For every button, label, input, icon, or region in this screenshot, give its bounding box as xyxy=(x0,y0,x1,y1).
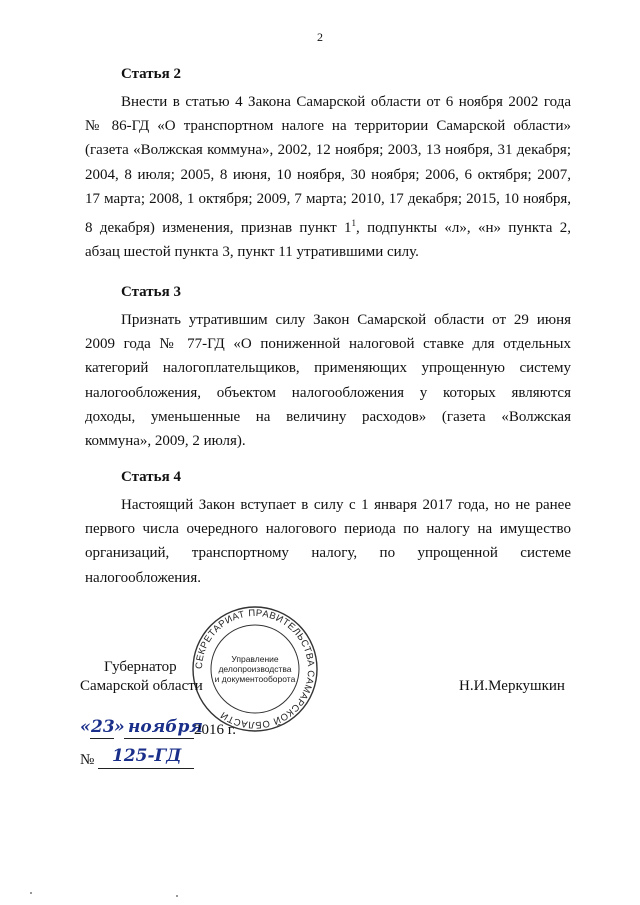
stamp-line: и документооборота xyxy=(214,674,296,684)
text-line: первого числа очередного налогового периода по налогу на имущество xyxy=(85,521,571,538)
article-2-text xyxy=(85,90,571,264)
text-fragment: , подпункты «л», «н» пункта 2, xyxy=(355,220,571,237)
page-number: 2 xyxy=(317,30,323,44)
stamp-ring-text: СЕКРЕТАРИАТ ПРАВИТЕЛЬСТВА САМАРСКОЙ ОБЛАСТИ xyxy=(193,607,317,731)
number-value: 125-ГД xyxy=(112,746,182,766)
text-line: доходы, уменьшенные на величину расходов» (газета «Волжская xyxy=(85,408,571,425)
article-3-heading: Статья 3 xyxy=(121,284,181,300)
signatory-title-line2: Самарской области xyxy=(80,678,203,694)
date-day: 23 xyxy=(91,717,115,737)
text-line: (газета «Волжская коммуна», 2002, 12 ноября; 2003, 13 ноября, 31 декабря; xyxy=(85,142,571,159)
date-close-quote: » xyxy=(114,717,125,737)
scan-speck xyxy=(30,892,32,894)
text-line: 2009 года № 77-ГД «О пониженной налоговой ставке для отдельных xyxy=(85,336,571,353)
text-line: 2004, 8 июля; 2005, 8 июня, 10 ноября, 30 ноября; 2006, 6 октября; 2007, xyxy=(85,166,571,183)
article-4-heading: Статья 4 xyxy=(121,469,181,485)
text-line: Признать утратившим силу Закон Самарской области от 29 июня xyxy=(121,312,571,328)
text-line xyxy=(85,211,571,240)
text-line: Внести в статью 4 Закона Самарской области от 6 ноября 2002 года xyxy=(121,94,571,110)
number-sign: № xyxy=(80,752,95,768)
text-line: абзац шестой пункта 3, пункт 11 утратившими силу. xyxy=(85,244,419,261)
date-year: 2016 г. xyxy=(194,722,236,738)
text-line: Настоящий Закон вступает в силу с 1 января 2017 года, но не ранее xyxy=(121,497,571,513)
article-2-heading: Статья 2 xyxy=(121,66,181,82)
stamp-center xyxy=(190,604,320,734)
date-day-underline xyxy=(90,738,114,739)
signatory-name: Н.И.Меркушкин xyxy=(459,678,565,694)
text-line: налогообложения, объектом налогообложения у которых являются xyxy=(85,384,571,401)
text-line: организаций, транспортному налогу, по упрощенной системе xyxy=(85,545,571,562)
text-line: категорий налогоплательщиков, применяющих упрощенную систему xyxy=(85,360,571,377)
official-stamp xyxy=(190,604,320,734)
article-4-text xyxy=(85,493,571,590)
signatory-title-line1: Губернатор xyxy=(104,659,177,675)
date-month: ноября xyxy=(128,717,203,737)
stamp-line: Управление xyxy=(231,654,279,664)
date-month-underline xyxy=(124,738,194,739)
text-line: № 86-ГД «О транспортном налоге на территории Самарской области» xyxy=(85,118,571,135)
text-line: налогообложения. xyxy=(85,569,201,586)
scan-speck xyxy=(176,895,178,897)
text-line: коммуна», 2009, 2 июля). xyxy=(85,433,246,450)
stamp-line: делопроизводства xyxy=(218,664,292,674)
article-3-text xyxy=(85,308,571,453)
date-open-quote: « xyxy=(80,717,91,737)
text-line: 17 марта; 2008, 1 октября; 2009, 7 марта; 2010, 17 декабря; 2015, 10 ноября, xyxy=(85,190,571,207)
superscript: 1 xyxy=(351,218,356,229)
text-fragment: 8 декабря) изменения, признав пункт 1 xyxy=(85,220,352,237)
number-underline xyxy=(98,768,194,769)
